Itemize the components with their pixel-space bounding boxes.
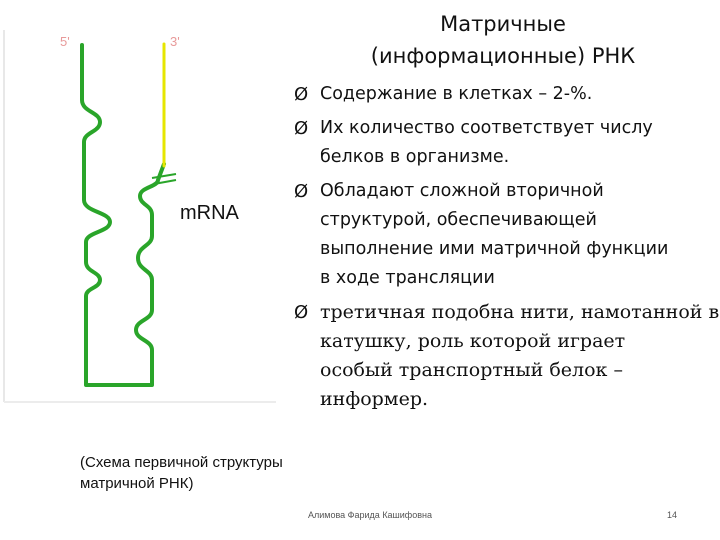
bullet-item bbox=[294, 177, 720, 293]
bullet-text: Их количество соответствует числу белков в организме. bbox=[320, 118, 653, 167]
mrna-diagram bbox=[0, 0, 280, 410]
slide-title-line2: (информационные) РНК bbox=[370, 44, 636, 68]
bullet-text: третичная подобна нити, намотанной в катушку, роль которой играет особый транспортный белок – информер. bbox=[320, 301, 720, 410]
bullet-arrow-icon: Ø bbox=[294, 302, 309, 323]
footer-author: Алимова Фарида Кашифовна bbox=[308, 510, 432, 520]
bullet-text: Обладают сложной вторичной структурой, обеспечивающей выполнение ими матричной функции в ходе трансляции bbox=[320, 181, 669, 288]
bullet-arrow-icon: Ø bbox=[294, 118, 309, 139]
bullet-arrow-icon: Ø bbox=[294, 181, 309, 202]
bullet-item bbox=[294, 298, 720, 414]
bullet-text: Содержание в клетках – 2-%. bbox=[320, 84, 593, 104]
label-5prime: 5' bbox=[60, 34, 70, 49]
slide-title bbox=[318, 8, 688, 72]
bullet-item bbox=[294, 80, 720, 109]
bullet-list bbox=[294, 80, 720, 419]
page-number: 14 bbox=[666, 510, 677, 520]
mrna-strand-drawing bbox=[0, 0, 280, 410]
bullet-arrow-icon: Ø bbox=[294, 84, 309, 105]
label-mrna: mRNA bbox=[180, 202, 239, 224]
label-3prime: 3' bbox=[170, 34, 180, 49]
bullet-item bbox=[294, 114, 720, 172]
diagram-caption: (Схема первичной структуры матричной РНК) bbox=[80, 454, 283, 492]
slide-title-line1: Матричные bbox=[440, 12, 566, 36]
